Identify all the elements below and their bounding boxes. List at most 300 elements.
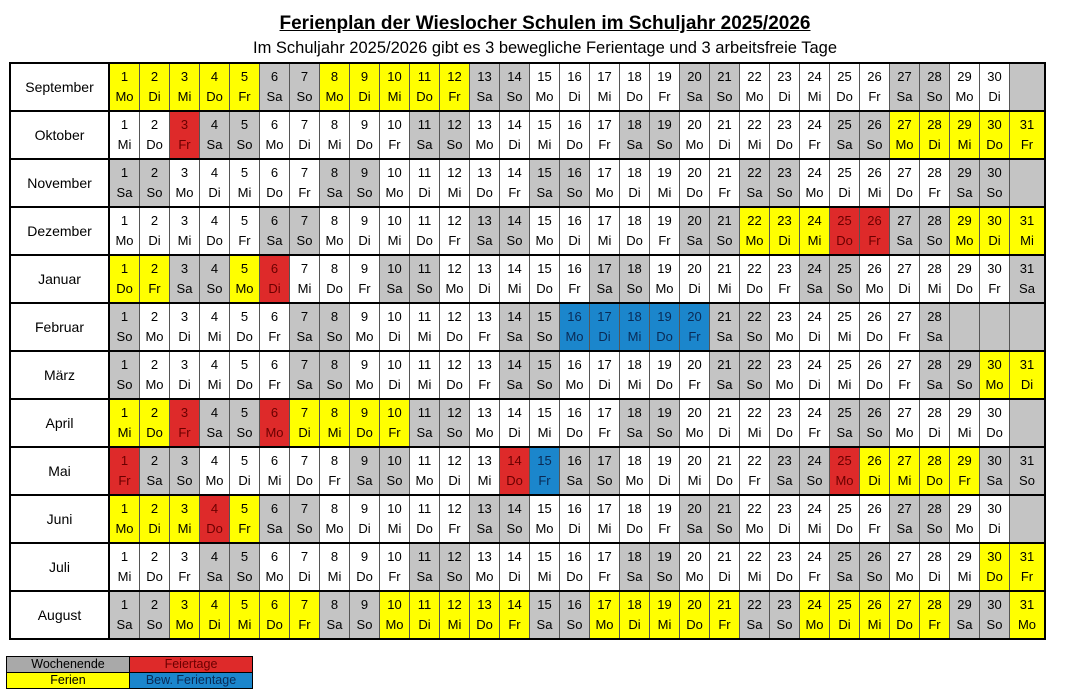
day-number: 9 bbox=[350, 63, 380, 87]
weekday: Di bbox=[350, 519, 380, 543]
day-number: 2 bbox=[140, 399, 170, 423]
day-number: 2 bbox=[140, 111, 170, 135]
day-number: 19 bbox=[650, 591, 680, 615]
legend-holidays: Feiertage bbox=[130, 657, 253, 673]
weekday: Sa bbox=[470, 519, 500, 543]
weekday: Sa bbox=[350, 471, 380, 495]
day-number: 27 bbox=[890, 399, 920, 423]
weekday: Di bbox=[500, 135, 530, 159]
weekday: Mo bbox=[770, 327, 800, 351]
weekday: Sa bbox=[470, 231, 500, 255]
day-number: 2 bbox=[140, 591, 170, 615]
day-number: 6 bbox=[260, 495, 290, 519]
month-weekday-row bbox=[10, 519, 1045, 543]
weekday: So bbox=[410, 279, 440, 303]
day-number: 25 bbox=[830, 495, 860, 519]
day-number: 28 bbox=[920, 207, 950, 231]
month-label: Dezember bbox=[10, 207, 109, 255]
legend-movable-days: Bew. Ferientage bbox=[130, 673, 253, 689]
day-number: 5 bbox=[230, 111, 260, 135]
weekday: Di bbox=[500, 567, 530, 591]
day-number: 17 bbox=[590, 447, 620, 471]
day-number: 19 bbox=[650, 303, 680, 327]
day-number: 28 bbox=[920, 495, 950, 519]
day-number: 9 bbox=[350, 399, 380, 423]
month-row bbox=[10, 159, 1045, 183]
weekday: So bbox=[980, 615, 1010, 639]
weekday: Di bbox=[140, 87, 170, 111]
weekday: Mo bbox=[740, 231, 770, 255]
weekday: Sa bbox=[290, 327, 320, 351]
weekday: Mi bbox=[680, 471, 710, 495]
day-number: 24 bbox=[800, 255, 830, 279]
day-number: 12 bbox=[440, 447, 470, 471]
day-number: 5 bbox=[230, 303, 260, 327]
day-number: 1 bbox=[109, 399, 140, 423]
day-number: 5 bbox=[230, 255, 260, 279]
day-number: 24 bbox=[800, 63, 830, 87]
weekday: Mo bbox=[109, 519, 140, 543]
day-number: 6 bbox=[260, 351, 290, 375]
weekday: Di bbox=[590, 327, 620, 351]
weekday: Mi bbox=[380, 519, 410, 543]
day-number: 17 bbox=[590, 591, 620, 615]
month-row bbox=[10, 543, 1045, 567]
weekday: Mi bbox=[1010, 231, 1046, 255]
day-number: 28 bbox=[920, 351, 950, 375]
day-number: 23 bbox=[770, 495, 800, 519]
weekday: Fr bbox=[980, 279, 1010, 303]
day-number: 25 bbox=[830, 351, 860, 375]
weekday: Sa bbox=[680, 87, 710, 111]
weekday: So bbox=[440, 423, 470, 447]
day-number: 4 bbox=[200, 399, 230, 423]
weekday: Do bbox=[200, 519, 230, 543]
weekday: Do bbox=[140, 135, 170, 159]
day-number: 23 bbox=[770, 159, 800, 183]
day-number: 8 bbox=[320, 351, 350, 375]
weekday: Mo bbox=[770, 375, 800, 399]
day-number: 9 bbox=[350, 591, 380, 615]
empty-cell bbox=[1010, 495, 1046, 519]
weekday: Mi bbox=[260, 471, 290, 495]
weekday: So bbox=[740, 375, 770, 399]
day-number: 27 bbox=[890, 303, 920, 327]
day-number: 3 bbox=[170, 303, 200, 327]
legend-vacation: Ferien bbox=[7, 673, 130, 689]
weekday: Di bbox=[170, 327, 200, 351]
weekday: Fr bbox=[350, 279, 380, 303]
weekday: Mi bbox=[950, 567, 980, 591]
day-number: 7 bbox=[290, 303, 320, 327]
weekday: Di bbox=[470, 279, 500, 303]
day-number: 20 bbox=[680, 351, 710, 375]
day-number: 21 bbox=[710, 111, 740, 135]
weekday: So bbox=[710, 519, 740, 543]
month-label: Juli bbox=[10, 543, 109, 591]
weekday: Fr bbox=[500, 183, 530, 207]
weekday: Di bbox=[710, 135, 740, 159]
month-label: August bbox=[10, 591, 109, 639]
day-number: 4 bbox=[200, 255, 230, 279]
weekday: Fr bbox=[290, 183, 320, 207]
weekday: Di bbox=[1010, 375, 1046, 399]
month-label: Januar bbox=[10, 255, 109, 303]
weekday: Fr bbox=[710, 615, 740, 639]
day-number: 8 bbox=[320, 543, 350, 567]
weekday: Fr bbox=[710, 183, 740, 207]
day-number: 19 bbox=[650, 399, 680, 423]
day-number: 11 bbox=[410, 111, 440, 135]
weekday: Do bbox=[230, 375, 260, 399]
day-number: 27 bbox=[890, 447, 920, 471]
day-number: 13 bbox=[470, 207, 500, 231]
month-label: Februar bbox=[10, 303, 109, 351]
weekday: Di bbox=[380, 375, 410, 399]
weekday: Mi bbox=[620, 327, 650, 351]
weekday: Mi bbox=[710, 279, 740, 303]
weekday: Mi bbox=[650, 183, 680, 207]
weekday: Mi bbox=[109, 135, 140, 159]
day-number: 14 bbox=[500, 543, 530, 567]
weekday: So bbox=[230, 423, 260, 447]
day-number: 31 bbox=[1010, 111, 1046, 135]
day-number: 3 bbox=[170, 447, 200, 471]
day-number: 6 bbox=[260, 399, 290, 423]
day-number: 4 bbox=[200, 207, 230, 231]
weekday: Fr bbox=[230, 231, 260, 255]
day-number: 18 bbox=[620, 495, 650, 519]
empty-cell bbox=[1010, 399, 1046, 423]
weekday: Sa bbox=[710, 327, 740, 351]
day-number: 29 bbox=[950, 495, 980, 519]
day-number: 27 bbox=[890, 255, 920, 279]
weekday: Mi bbox=[410, 375, 440, 399]
weekday: Fr bbox=[1010, 567, 1046, 591]
day-number: 28 bbox=[920, 159, 950, 183]
day-number: 8 bbox=[320, 255, 350, 279]
day-number: 30 bbox=[980, 207, 1010, 231]
day-number: 2 bbox=[140, 63, 170, 87]
day-number: 8 bbox=[320, 159, 350, 183]
day-number: 22 bbox=[740, 447, 770, 471]
day-number: 13 bbox=[470, 447, 500, 471]
weekday: Do bbox=[440, 375, 470, 399]
day-number: 17 bbox=[590, 399, 620, 423]
day-number: 11 bbox=[410, 207, 440, 231]
day-number: 23 bbox=[770, 351, 800, 375]
weekday: Sa bbox=[260, 519, 290, 543]
weekday: Mo bbox=[470, 423, 500, 447]
weekday: Mo bbox=[140, 327, 170, 351]
day-number: 1 bbox=[109, 159, 140, 183]
weekday: Sa bbox=[410, 567, 440, 591]
weekday: Mi bbox=[170, 87, 200, 111]
weekday: So bbox=[860, 135, 890, 159]
weekday: So bbox=[650, 423, 680, 447]
day-number: 15 bbox=[530, 255, 560, 279]
weekday: Sa bbox=[410, 423, 440, 447]
month-weekday-row bbox=[10, 567, 1045, 591]
weekday: Mi bbox=[200, 327, 230, 351]
day-number: 12 bbox=[440, 207, 470, 231]
day-number: 17 bbox=[590, 543, 620, 567]
day-number: 26 bbox=[860, 447, 890, 471]
day-number: 14 bbox=[500, 447, 530, 471]
weekday: Sa bbox=[890, 231, 920, 255]
day-number: 30 bbox=[980, 111, 1010, 135]
day-number: 6 bbox=[260, 303, 290, 327]
day-number: 26 bbox=[860, 303, 890, 327]
empty-cell bbox=[1010, 423, 1046, 447]
day-number: 8 bbox=[320, 399, 350, 423]
weekday: Mo bbox=[350, 327, 380, 351]
day-number: 3 bbox=[170, 591, 200, 615]
weekday: Sa bbox=[620, 423, 650, 447]
weekday: So bbox=[980, 183, 1010, 207]
day-number: 8 bbox=[320, 303, 350, 327]
day-number: 5 bbox=[230, 495, 260, 519]
day-number: 30 bbox=[980, 255, 1010, 279]
day-number: 20 bbox=[680, 543, 710, 567]
weekday: Do bbox=[260, 615, 290, 639]
weekday: Do bbox=[770, 567, 800, 591]
weekday: Di bbox=[980, 231, 1010, 255]
day-number: 18 bbox=[620, 303, 650, 327]
weekday: Mo bbox=[200, 471, 230, 495]
day-number: 21 bbox=[710, 351, 740, 375]
weekday: So bbox=[320, 327, 350, 351]
day-number: 14 bbox=[500, 255, 530, 279]
holiday-calendar-table bbox=[9, 62, 1046, 640]
day-number: 17 bbox=[590, 207, 620, 231]
month-row bbox=[10, 63, 1045, 87]
month-row bbox=[10, 255, 1045, 279]
weekday: So bbox=[290, 519, 320, 543]
day-number: 28 bbox=[920, 303, 950, 327]
weekday: So bbox=[320, 375, 350, 399]
weekday: Sa bbox=[170, 279, 200, 303]
day-number: 7 bbox=[290, 159, 320, 183]
weekday: Di bbox=[140, 519, 170, 543]
day-number: 26 bbox=[860, 255, 890, 279]
day-number: 26 bbox=[860, 111, 890, 135]
weekday: Di bbox=[830, 183, 860, 207]
weekday: Do bbox=[560, 423, 590, 447]
weekday: Mo bbox=[140, 375, 170, 399]
day-number: 24 bbox=[800, 447, 830, 471]
month-label: November bbox=[10, 159, 109, 207]
weekday: Sa bbox=[530, 183, 560, 207]
weekday: Do bbox=[140, 567, 170, 591]
weekday: Mo bbox=[950, 231, 980, 255]
weekday: Di bbox=[650, 471, 680, 495]
weekday: So bbox=[560, 615, 590, 639]
day-number: 27 bbox=[890, 159, 920, 183]
weekday: So bbox=[920, 231, 950, 255]
day-number: 27 bbox=[890, 591, 920, 615]
weekday: Mo bbox=[380, 183, 410, 207]
day-number: 19 bbox=[650, 207, 680, 231]
day-number: 10 bbox=[380, 543, 410, 567]
weekday: Mi bbox=[590, 231, 620, 255]
day-number: 6 bbox=[260, 255, 290, 279]
weekday: Fr bbox=[260, 375, 290, 399]
weekday: So bbox=[620, 279, 650, 303]
day-number: 13 bbox=[470, 399, 500, 423]
weekday: Sa bbox=[830, 567, 860, 591]
weekday: Mo bbox=[230, 279, 260, 303]
day-number: 4 bbox=[200, 591, 230, 615]
day-number: 30 bbox=[980, 447, 1010, 471]
month-weekday-row bbox=[10, 279, 1045, 303]
weekday: Fr bbox=[890, 375, 920, 399]
weekday: Mo bbox=[470, 135, 500, 159]
weekday: Do bbox=[140, 423, 170, 447]
weekday: So bbox=[109, 375, 140, 399]
weekday: Sa bbox=[740, 183, 770, 207]
day-number: 1 bbox=[109, 543, 140, 567]
weekday: Do bbox=[980, 135, 1010, 159]
day-number: 5 bbox=[230, 63, 260, 87]
weekday: Di bbox=[350, 231, 380, 255]
day-number: 19 bbox=[650, 159, 680, 183]
weekday: Sa bbox=[140, 471, 170, 495]
day-number: 19 bbox=[650, 255, 680, 279]
weekday: So bbox=[440, 135, 470, 159]
weekday: Mo bbox=[860, 279, 890, 303]
weekday: Mo bbox=[109, 231, 140, 255]
weekday: Sa bbox=[710, 375, 740, 399]
day-number: 25 bbox=[830, 447, 860, 471]
weekday: Sa bbox=[320, 615, 350, 639]
weekday: Do bbox=[470, 183, 500, 207]
day-number: 15 bbox=[530, 495, 560, 519]
day-number: 12 bbox=[440, 63, 470, 87]
day-number: 18 bbox=[620, 447, 650, 471]
day-number: 13 bbox=[470, 111, 500, 135]
day-number: 20 bbox=[680, 207, 710, 231]
weekday: Mi bbox=[590, 519, 620, 543]
weekday: Mi bbox=[620, 375, 650, 399]
day-number: 22 bbox=[740, 495, 770, 519]
weekday: Mi bbox=[800, 519, 830, 543]
day-number: 26 bbox=[860, 591, 890, 615]
weekday: Sa bbox=[260, 231, 290, 255]
weekday: Di bbox=[200, 183, 230, 207]
month-label: Oktober bbox=[10, 111, 109, 159]
weekday: Mo bbox=[440, 279, 470, 303]
day-number: 21 bbox=[710, 495, 740, 519]
day-number: 13 bbox=[470, 159, 500, 183]
day-number: 29 bbox=[950, 255, 980, 279]
day-number: 17 bbox=[590, 303, 620, 327]
weekday: Do bbox=[410, 519, 440, 543]
weekday: Do bbox=[680, 183, 710, 207]
weekday: Sa bbox=[620, 135, 650, 159]
day-number: 22 bbox=[740, 207, 770, 231]
day-number: 20 bbox=[680, 255, 710, 279]
weekday: Do bbox=[410, 231, 440, 255]
weekday: Di bbox=[920, 423, 950, 447]
weekday: Fr bbox=[290, 615, 320, 639]
weekday: Sa bbox=[950, 615, 980, 639]
day-number: 8 bbox=[320, 63, 350, 87]
legend-weekend: Wochenende bbox=[7, 657, 130, 673]
weekday: Fr bbox=[800, 423, 830, 447]
weekday: So bbox=[650, 567, 680, 591]
day-number: 3 bbox=[170, 543, 200, 567]
weekday: Sa bbox=[920, 375, 950, 399]
weekday: Mi bbox=[950, 423, 980, 447]
weekday: Mo bbox=[620, 471, 650, 495]
day-number: 22 bbox=[740, 159, 770, 183]
day-number: 6 bbox=[260, 63, 290, 87]
weekday: Sa bbox=[890, 519, 920, 543]
weekday: Mo bbox=[800, 183, 830, 207]
day-number: 15 bbox=[530, 447, 560, 471]
weekday: Di bbox=[920, 567, 950, 591]
month-row bbox=[10, 111, 1045, 135]
weekday: So bbox=[1010, 471, 1046, 495]
weekday: Do bbox=[620, 87, 650, 111]
day-number: 27 bbox=[890, 63, 920, 87]
weekday: Fr bbox=[590, 567, 620, 591]
day-number: 2 bbox=[140, 495, 170, 519]
weekday: Di bbox=[980, 519, 1010, 543]
weekday: Mo bbox=[320, 231, 350, 255]
weekday: Mi bbox=[830, 327, 860, 351]
weekday: Mo bbox=[260, 423, 290, 447]
weekday: Di bbox=[380, 327, 410, 351]
weekday: Di bbox=[230, 471, 260, 495]
weekday: So bbox=[350, 183, 380, 207]
day-number: 17 bbox=[590, 63, 620, 87]
day-number: 4 bbox=[200, 63, 230, 87]
day-number: 16 bbox=[560, 591, 590, 615]
day-number: 31 bbox=[1010, 351, 1046, 375]
day-number: 12 bbox=[440, 159, 470, 183]
weekday: Mo bbox=[530, 519, 560, 543]
weekday: Fr bbox=[650, 231, 680, 255]
weekday: Di bbox=[800, 327, 830, 351]
weekday: Fr bbox=[230, 87, 260, 111]
empty-cell bbox=[1010, 159, 1046, 183]
day-number: 16 bbox=[560, 303, 590, 327]
day-number: 12 bbox=[440, 351, 470, 375]
day-number: 10 bbox=[380, 255, 410, 279]
weekday: Mi bbox=[800, 87, 830, 111]
day-number: 25 bbox=[830, 63, 860, 87]
weekday: Do bbox=[560, 135, 590, 159]
day-number: 3 bbox=[170, 495, 200, 519]
day-number: 15 bbox=[530, 351, 560, 375]
day-number: 24 bbox=[800, 303, 830, 327]
day-number: 29 bbox=[950, 543, 980, 567]
empty-cell bbox=[980, 303, 1010, 327]
day-number: 24 bbox=[800, 207, 830, 231]
weekday: Mi bbox=[740, 567, 770, 591]
weekday: Sa bbox=[830, 135, 860, 159]
weekday: Sa bbox=[680, 519, 710, 543]
weekday: Fr bbox=[650, 87, 680, 111]
weekday: Fr bbox=[440, 231, 470, 255]
day-number: 23 bbox=[770, 447, 800, 471]
day-number: 10 bbox=[380, 63, 410, 87]
weekday: Fr bbox=[590, 423, 620, 447]
day-number: 18 bbox=[620, 159, 650, 183]
day-number: 15 bbox=[530, 591, 560, 615]
